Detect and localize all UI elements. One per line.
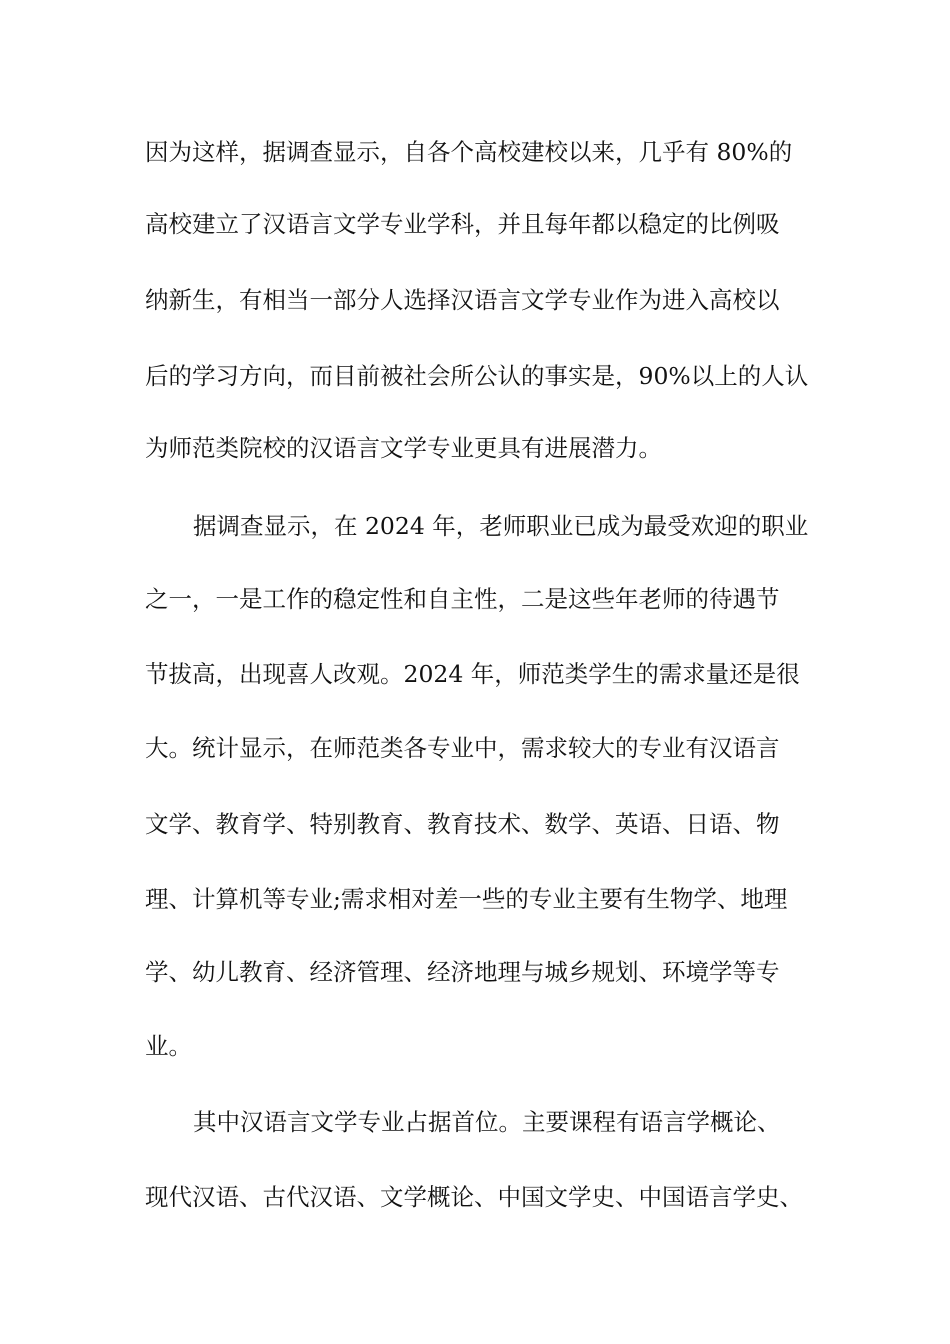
text-line: 之一，一是工作的稳定性和自主性，二是这些年老师的待遇节 [145, 585, 780, 613]
paragraph-first-line: 其中汉语言文学专业占据首位。主要课程有语言学概论、 [193, 1108, 781, 1136]
text-line: 后的学习方向，而目前被社会所公认的事实是，90%以上的人认 [145, 362, 809, 390]
paragraph-first-line: 据调查显示，在 2024 年，老师职业已成为最受欢迎的职业 [193, 512, 809, 540]
text-line: 纳新生，有相当一部分人选择汉语言文学专业作为进入高校以 [145, 286, 780, 314]
text-line: 高校建立了汉语言文学专业学科，并且每年都以稳定的比例吸 [145, 210, 780, 238]
text-line: 现代汉语、古代汉语、文学概论、中国文学史、中国语言学史、 [145, 1183, 803, 1211]
text-line: 因为这样，据调查显示，自各个高校建校以来，几乎有 80%的 [145, 138, 793, 166]
text-line: 为师范类院校的汉语言文学专业更具有进展潜力。 [145, 434, 662, 462]
text-line: 大。统计显示，在师范类各专业中，需求较大的专业有汉语言 [145, 734, 780, 762]
text-line: 理、计算机等专业;需求相对差一些的专业主要有生物学、地理 [145, 885, 788, 913]
text-line: 学、幼儿教育、经济管理、经济地理与城乡规划、环境学等专 [145, 958, 780, 986]
text-line: 业。 [145, 1032, 192, 1060]
text-line: 节拔高，出现喜人改观。2024 年，师范类学生的需求量还是很 [145, 660, 800, 688]
text-line: 文学、教育学、特别教育、教育技术、数学、英语、日语、物 [145, 810, 780, 838]
